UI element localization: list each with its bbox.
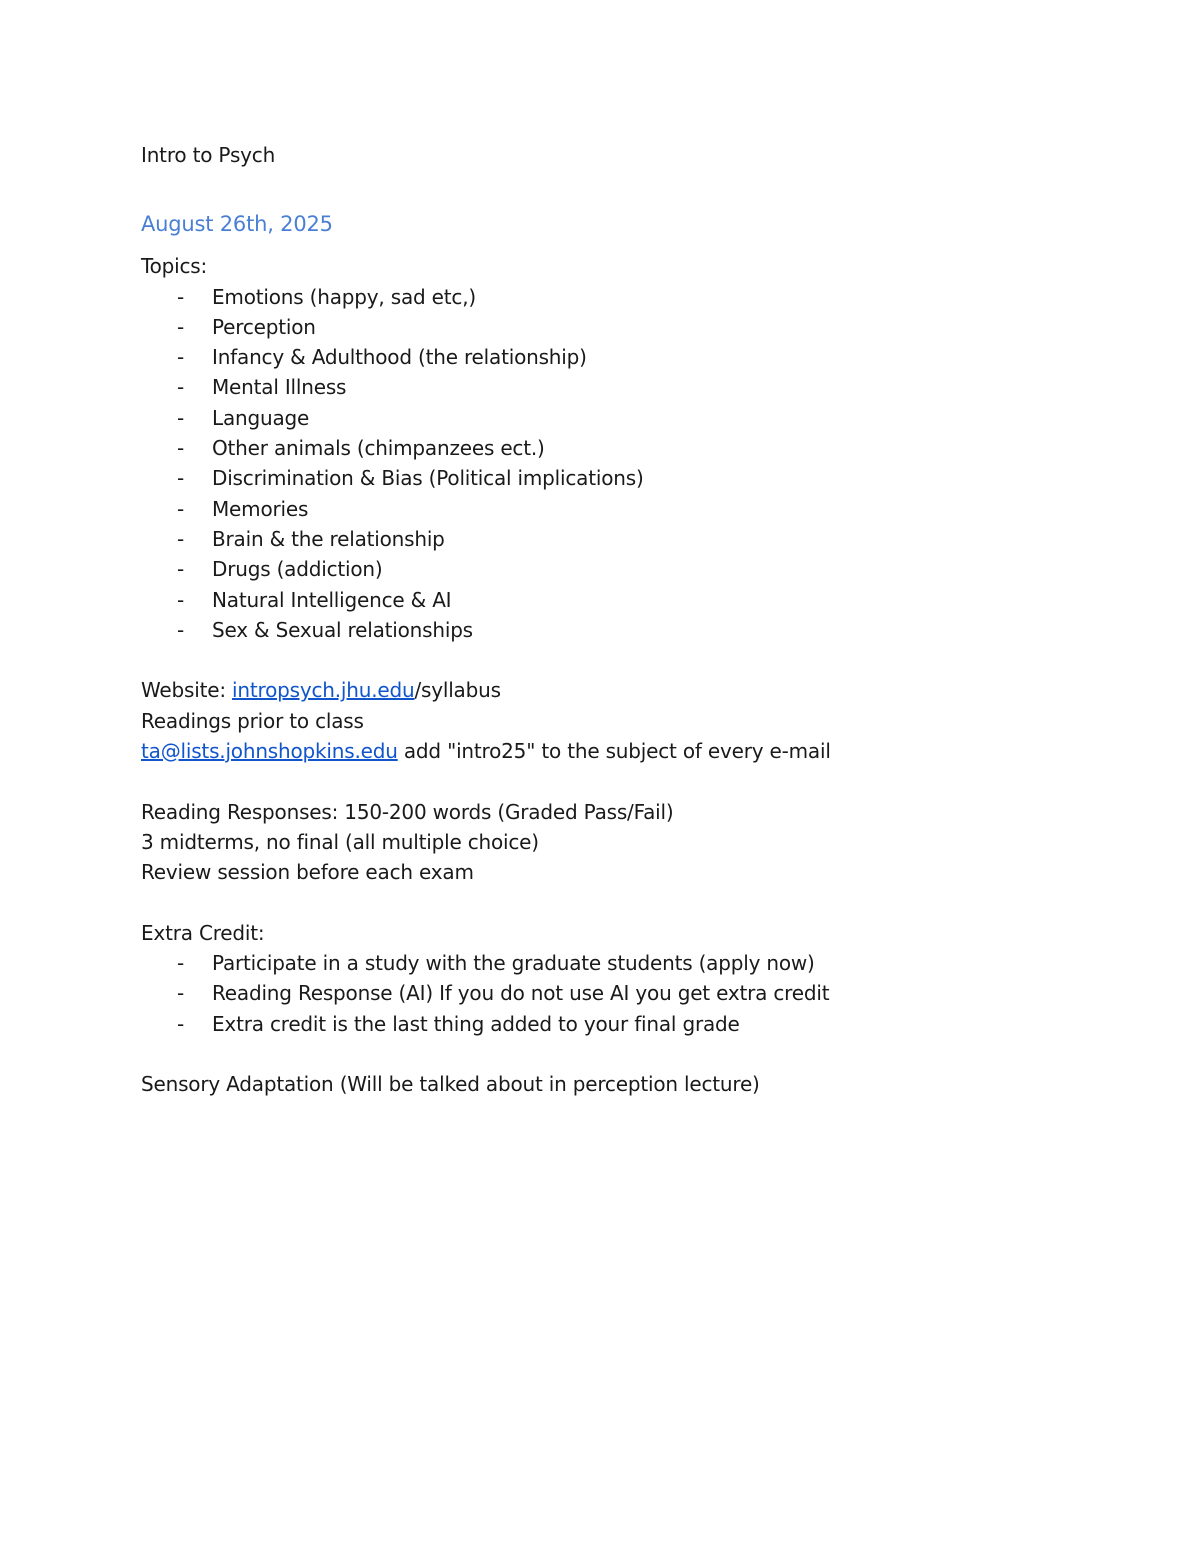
email-line	[141, 736, 1101, 766]
topics-list	[141, 282, 1101, 646]
list-item	[141, 1009, 1101, 1039]
topic-text: Emotions (happy, sad etc,)	[212, 284, 476, 309]
list-marker: -	[177, 557, 185, 582]
midterms-note: 3 midterms, no final (all multiple choice)	[141, 829, 539, 854]
list-marker: -	[177, 436, 185, 461]
blank-line	[141, 645, 1101, 675]
topic-text: Memories	[212, 496, 309, 521]
email-link[interactable]: ta@lists.johnshopkins.edu	[141, 739, 398, 764]
extra-credit-list	[141, 948, 1101, 1039]
list-marker: -	[177, 405, 185, 430]
list-item	[141, 585, 1101, 615]
list-item	[141, 463, 1101, 493]
list-item	[141, 433, 1101, 463]
list-marker: -	[177, 375, 185, 400]
list-marker: -	[177, 466, 185, 491]
sensory-adaptation-note: Sensory Adaptation (Will be talked about in perception lecture)	[141, 1072, 760, 1097]
list-marker: -	[177, 1011, 185, 1036]
list-marker: -	[177, 284, 185, 309]
list-item	[141, 342, 1101, 372]
blank-line	[141, 888, 1101, 918]
list-marker: -	[177, 981, 185, 1006]
list-item	[141, 494, 1101, 524]
list-marker: -	[177, 526, 185, 551]
website-suffix: /syllabus	[414, 678, 501, 703]
list-item	[141, 948, 1101, 978]
list-item	[141, 372, 1101, 402]
topic-text: Drugs (addiction)	[212, 557, 383, 582]
list-item	[141, 312, 1101, 342]
website-label: Website:	[141, 678, 233, 703]
list-marker: -	[177, 314, 185, 339]
list-marker: -	[177, 617, 185, 642]
topic-text: Mental Illness	[212, 375, 347, 400]
topic-text: Infancy & Adulthood (the relationship)	[212, 345, 587, 370]
topic-text: Language	[212, 405, 310, 430]
list-marker: -	[177, 951, 185, 976]
topic-text: Sex & Sexual relationships	[212, 617, 473, 642]
extra-credit-text: Reading Response (AI) If you do not use AI you get extra credit	[212, 981, 830, 1006]
readings-note: Readings prior to class	[141, 708, 364, 733]
extra-credit-text: Extra credit is the last thing added to your final grade	[212, 1011, 740, 1036]
extra-credit-text: Participate in a study with the graduate students (apply now)	[212, 951, 815, 976]
website-line	[141, 675, 1101, 705]
document-body	[141, 140, 1101, 1100]
document-title: Intro to Psych	[141, 143, 276, 167]
topic-text: Perception	[212, 314, 316, 339]
date-heading: August 26th, 2025	[141, 212, 333, 237]
list-marker: -	[177, 496, 185, 521]
list-marker: -	[177, 345, 185, 370]
list-item	[141, 524, 1101, 554]
list-item	[141, 403, 1101, 433]
list-item	[141, 554, 1101, 584]
topic-text: Other animals (chimpanzees ect.)	[212, 436, 545, 461]
email-instruction: add "intro25" to the subject of every e-mail	[397, 739, 831, 764]
list-item	[141, 978, 1101, 1008]
list-item	[141, 282, 1101, 312]
topic-text: Natural Intelligence & AI	[212, 587, 452, 612]
topic-text: Discrimination & Bias (Political implications)	[212, 466, 644, 491]
list-item	[141, 615, 1101, 645]
extra-credit-label: Extra Credit:	[141, 920, 265, 945]
blank-line	[141, 1039, 1101, 1069]
blank-line	[141, 766, 1101, 796]
website-link[interactable]: intropsych.jhu.edu	[232, 678, 415, 703]
topics-label: Topics:	[141, 254, 208, 279]
list-marker: -	[177, 587, 185, 612]
review-session-note: Review session before each exam	[141, 860, 474, 885]
reading-responses-note: Reading Responses: 150-200 words (Graded Pass/Fail)	[141, 799, 674, 824]
topic-text: Brain & the relationship	[212, 526, 445, 551]
